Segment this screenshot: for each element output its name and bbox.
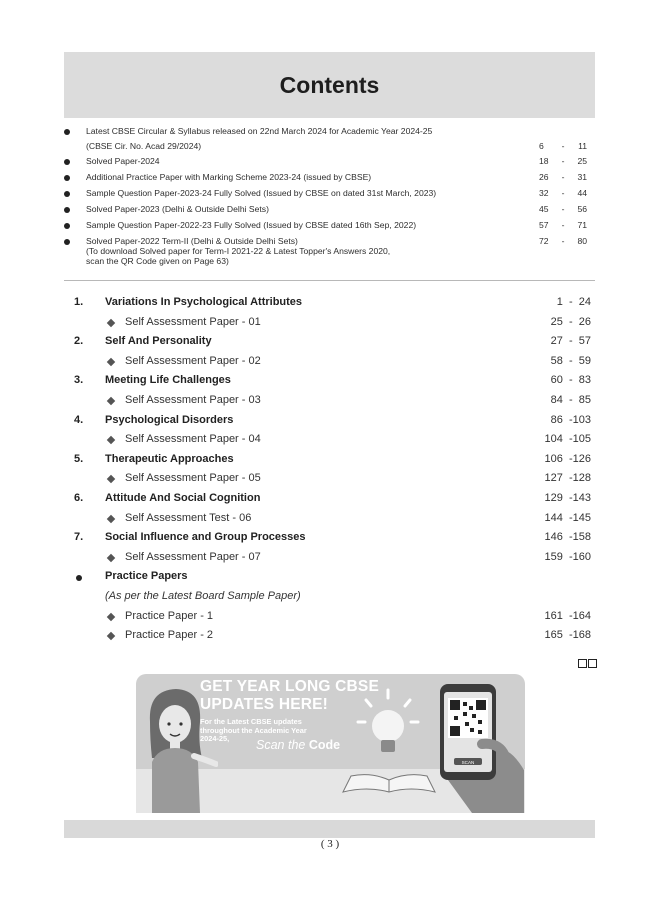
the-word: the: [287, 738, 306, 752]
sub-entry-title: Self Assessment Paper - 02: [125, 354, 261, 367]
section-note: (As per the Latest Board Sample Paper): [105, 589, 301, 602]
page-dash: -: [561, 220, 565, 230]
banner-headline: [200, 678, 379, 714]
scan-word: Scan: [256, 738, 285, 752]
page-dash: -: [561, 141, 565, 151]
page-range: 146 -158: [544, 531, 591, 544]
sub-entry-title: Self Assessment Paper - 05: [125, 472, 261, 485]
chapter-number: 4.: [74, 413, 84, 426]
chapter-title: Self And Personality: [105, 335, 212, 348]
bullet-icon: [64, 129, 70, 135]
bullet-icon: [64, 159, 70, 165]
banner-headline-line-2: UPDATES HERE!: [200, 696, 329, 713]
page-dash: -: [561, 188, 565, 198]
page-range: 27 - 57: [550, 335, 591, 348]
chapter-title: Psychological Disorders: [105, 413, 234, 426]
sub-entry-title: Self Assessment Paper - 01: [125, 315, 261, 328]
banner-subtext-line-2: throughout the Academic Year: [200, 725, 307, 735]
bullet-icon: [64, 223, 70, 229]
sub-entry-row: [64, 314, 595, 334]
bullet-icon: [64, 207, 70, 213]
front-matter-title: scan the QR Code given on Page 63): [86, 256, 229, 266]
section-title: Practice Papers: [105, 570, 188, 583]
chapter-number: 2.: [74, 335, 84, 348]
front-matter-title: (CBSE Cir. No. Acad 29/2024): [86, 141, 202, 151]
diamond-bullet-icon: [107, 397, 115, 405]
page-end: 11: [578, 141, 587, 151]
sub-entry-title: Self Assessment Paper - 04: [125, 433, 261, 446]
chapter-row: [64, 412, 595, 432]
page-dash: -: [561, 204, 565, 214]
phone-qr-code-icon: [432, 680, 524, 813]
page-start: 18: [539, 156, 549, 166]
page-start: 45: [539, 204, 549, 214]
front-matter-title: Latest CBSE Circular & Syllabus released on 22nd March 2024 for Academic Year 2024-25: [86, 126, 433, 136]
end-mark-icon: [577, 655, 597, 673]
page-range: 161 -164: [544, 609, 591, 622]
front-matter-title: Solved Paper-2024: [86, 156, 160, 166]
sub-entry-title: Self Assessment Test - 06: [125, 511, 252, 524]
front-matter-title: Sample Question Paper-2023-24 Fully Solved (Issued by CBSE on dated 31st March, 2023): [86, 188, 437, 198]
chapter-row: [64, 588, 595, 608]
sub-entry-title: Self Assessment Paper - 03: [125, 393, 261, 406]
footer-band: [64, 820, 595, 838]
front-matter-title: Solved Paper-2023 (Delhi & Outside Delhi Sets): [86, 204, 269, 214]
chapter-title: Therapeutic Approaches: [105, 452, 234, 465]
chapter-row: [64, 372, 595, 392]
diamond-bullet-icon: [107, 436, 115, 444]
page-end: 31: [577, 172, 587, 182]
chapter-number: 7.: [74, 531, 84, 544]
bullet-icon: [76, 575, 82, 581]
front-matter-title: (To download Solved paper for Term-I 2021-22 & Latest Topper's Answers 2020,: [86, 246, 391, 256]
diamond-bullet-icon: [107, 358, 115, 366]
chapter-row: [64, 490, 595, 510]
open-book-icon: [341, 772, 437, 794]
phone-scan-label: SCAN: [461, 760, 475, 765]
page-number: ( 3 ): [320, 838, 340, 850]
page-dash: -: [561, 156, 565, 166]
contents-header-band: [64, 52, 595, 118]
section-divider: [64, 280, 595, 281]
chapter-row: [64, 568, 595, 588]
page-start: 32: [539, 188, 549, 198]
code-word: Code: [308, 738, 341, 752]
sub-entry-title: Practice Paper - 2: [125, 629, 214, 642]
page-end: 44: [577, 188, 587, 198]
chapter-row: [64, 333, 595, 353]
page-end: 80: [577, 236, 587, 246]
chapter-number: 6.: [74, 491, 84, 504]
sub-entry-row: [64, 431, 595, 451]
scan-the-code-text: [256, 738, 340, 752]
sub-entry-title: Practice Paper - 1: [125, 609, 214, 622]
page-title: Contents: [279, 72, 380, 98]
diamond-bullet-icon: [107, 475, 115, 483]
chapter-number: 5.: [74, 452, 84, 465]
lightbulb-icon: [356, 688, 420, 766]
diamond-bullet-icon: [107, 318, 115, 326]
page-range: 104 -105: [544, 433, 591, 446]
bullet-icon: [64, 239, 70, 245]
diamond-bullet-icon: [107, 553, 115, 561]
chapter-list: [64, 294, 595, 647]
page-range: 159 -160: [544, 550, 591, 563]
page-start: 57: [539, 220, 549, 230]
front-matter-pages: [539, 204, 587, 214]
front-matter-pages: [539, 188, 587, 198]
banner-headline-line-1: GET YEAR LONG CBSE: [200, 678, 380, 695]
page-start: 72: [539, 236, 549, 246]
chapter-number: 1.: [74, 296, 84, 308]
front-matter-pages: [539, 141, 587, 151]
page-dash: -: [561, 236, 565, 246]
page-range: 129 -143: [544, 491, 591, 504]
page-start: 6: [539, 141, 544, 151]
sub-entry-row: [64, 510, 595, 530]
page-range: 86 -103: [550, 413, 591, 426]
page-range: 60 - 83: [550, 374, 591, 387]
chapter-title: Meeting Life Challenges: [105, 374, 231, 387]
chapter-title: Variations In Psychological Attributes: [105, 296, 303, 308]
page-range: 25 - 26: [550, 315, 591, 328]
sub-entry-row: [64, 608, 595, 628]
chapter-title: Attitude And Social Cognition: [105, 491, 261, 504]
front-matter-title: Solved Paper-2022 Term-II (Delhi & Outside Delhi Sets): [86, 236, 298, 246]
sub-entry-row: [64, 549, 595, 569]
chapter-number: 3.: [74, 374, 84, 387]
front-matter-title: Sample Question Paper-2022-23 Fully Solved (Issued by CBSE dated 16th Sep, 2022): [86, 220, 417, 230]
sub-entry-title: Self Assessment Paper - 07: [125, 550, 261, 563]
page-range: 1 - 24: [556, 296, 591, 308]
diamond-bullet-icon: [107, 632, 115, 640]
chapter-row: [64, 451, 595, 471]
diamond-bullet-icon: [107, 514, 115, 522]
front-matter-pages: [539, 156, 587, 166]
promo-banner[interactable]: [136, 674, 525, 813]
banner-subtext-line-3: 2024-25,: [200, 734, 230, 744]
banner-subtext-line-1: For the Latest CBSE updates: [200, 717, 302, 726]
page-range: 84 - 85: [550, 393, 591, 406]
page-dash: -: [561, 172, 565, 182]
chapter-row: [64, 294, 595, 314]
page-end: 71: [577, 220, 587, 230]
chapter-title: Social Influence and Group Processes: [105, 531, 306, 544]
front-matter-pages: [539, 220, 587, 230]
front-matter-title: Additional Practice Paper with Marking Scheme 2023-24 (issued by CBSE): [86, 172, 372, 182]
page-range: 144 -145: [544, 511, 591, 524]
bullet-icon: [64, 175, 70, 181]
sub-entry-row: [64, 470, 595, 490]
page-range: 58 - 59: [550, 354, 591, 367]
page-range: 127 -128: [544, 472, 591, 485]
page-end: 56: [577, 204, 587, 214]
bullet-icon: [64, 191, 70, 197]
sub-entry-row: [64, 392, 595, 412]
front-matter-pages: [539, 172, 587, 182]
page-start: 26: [539, 172, 549, 182]
sub-entry-row: [64, 353, 595, 373]
page-end: 25: [577, 156, 587, 166]
chapter-row: [64, 529, 595, 549]
diamond-bullet-icon: [107, 612, 115, 620]
page-range: 165 -168: [544, 629, 591, 642]
sub-entry-row: [64, 627, 595, 647]
front-matter-pages: [539, 236, 587, 246]
page-range: 106 -126: [544, 452, 591, 465]
